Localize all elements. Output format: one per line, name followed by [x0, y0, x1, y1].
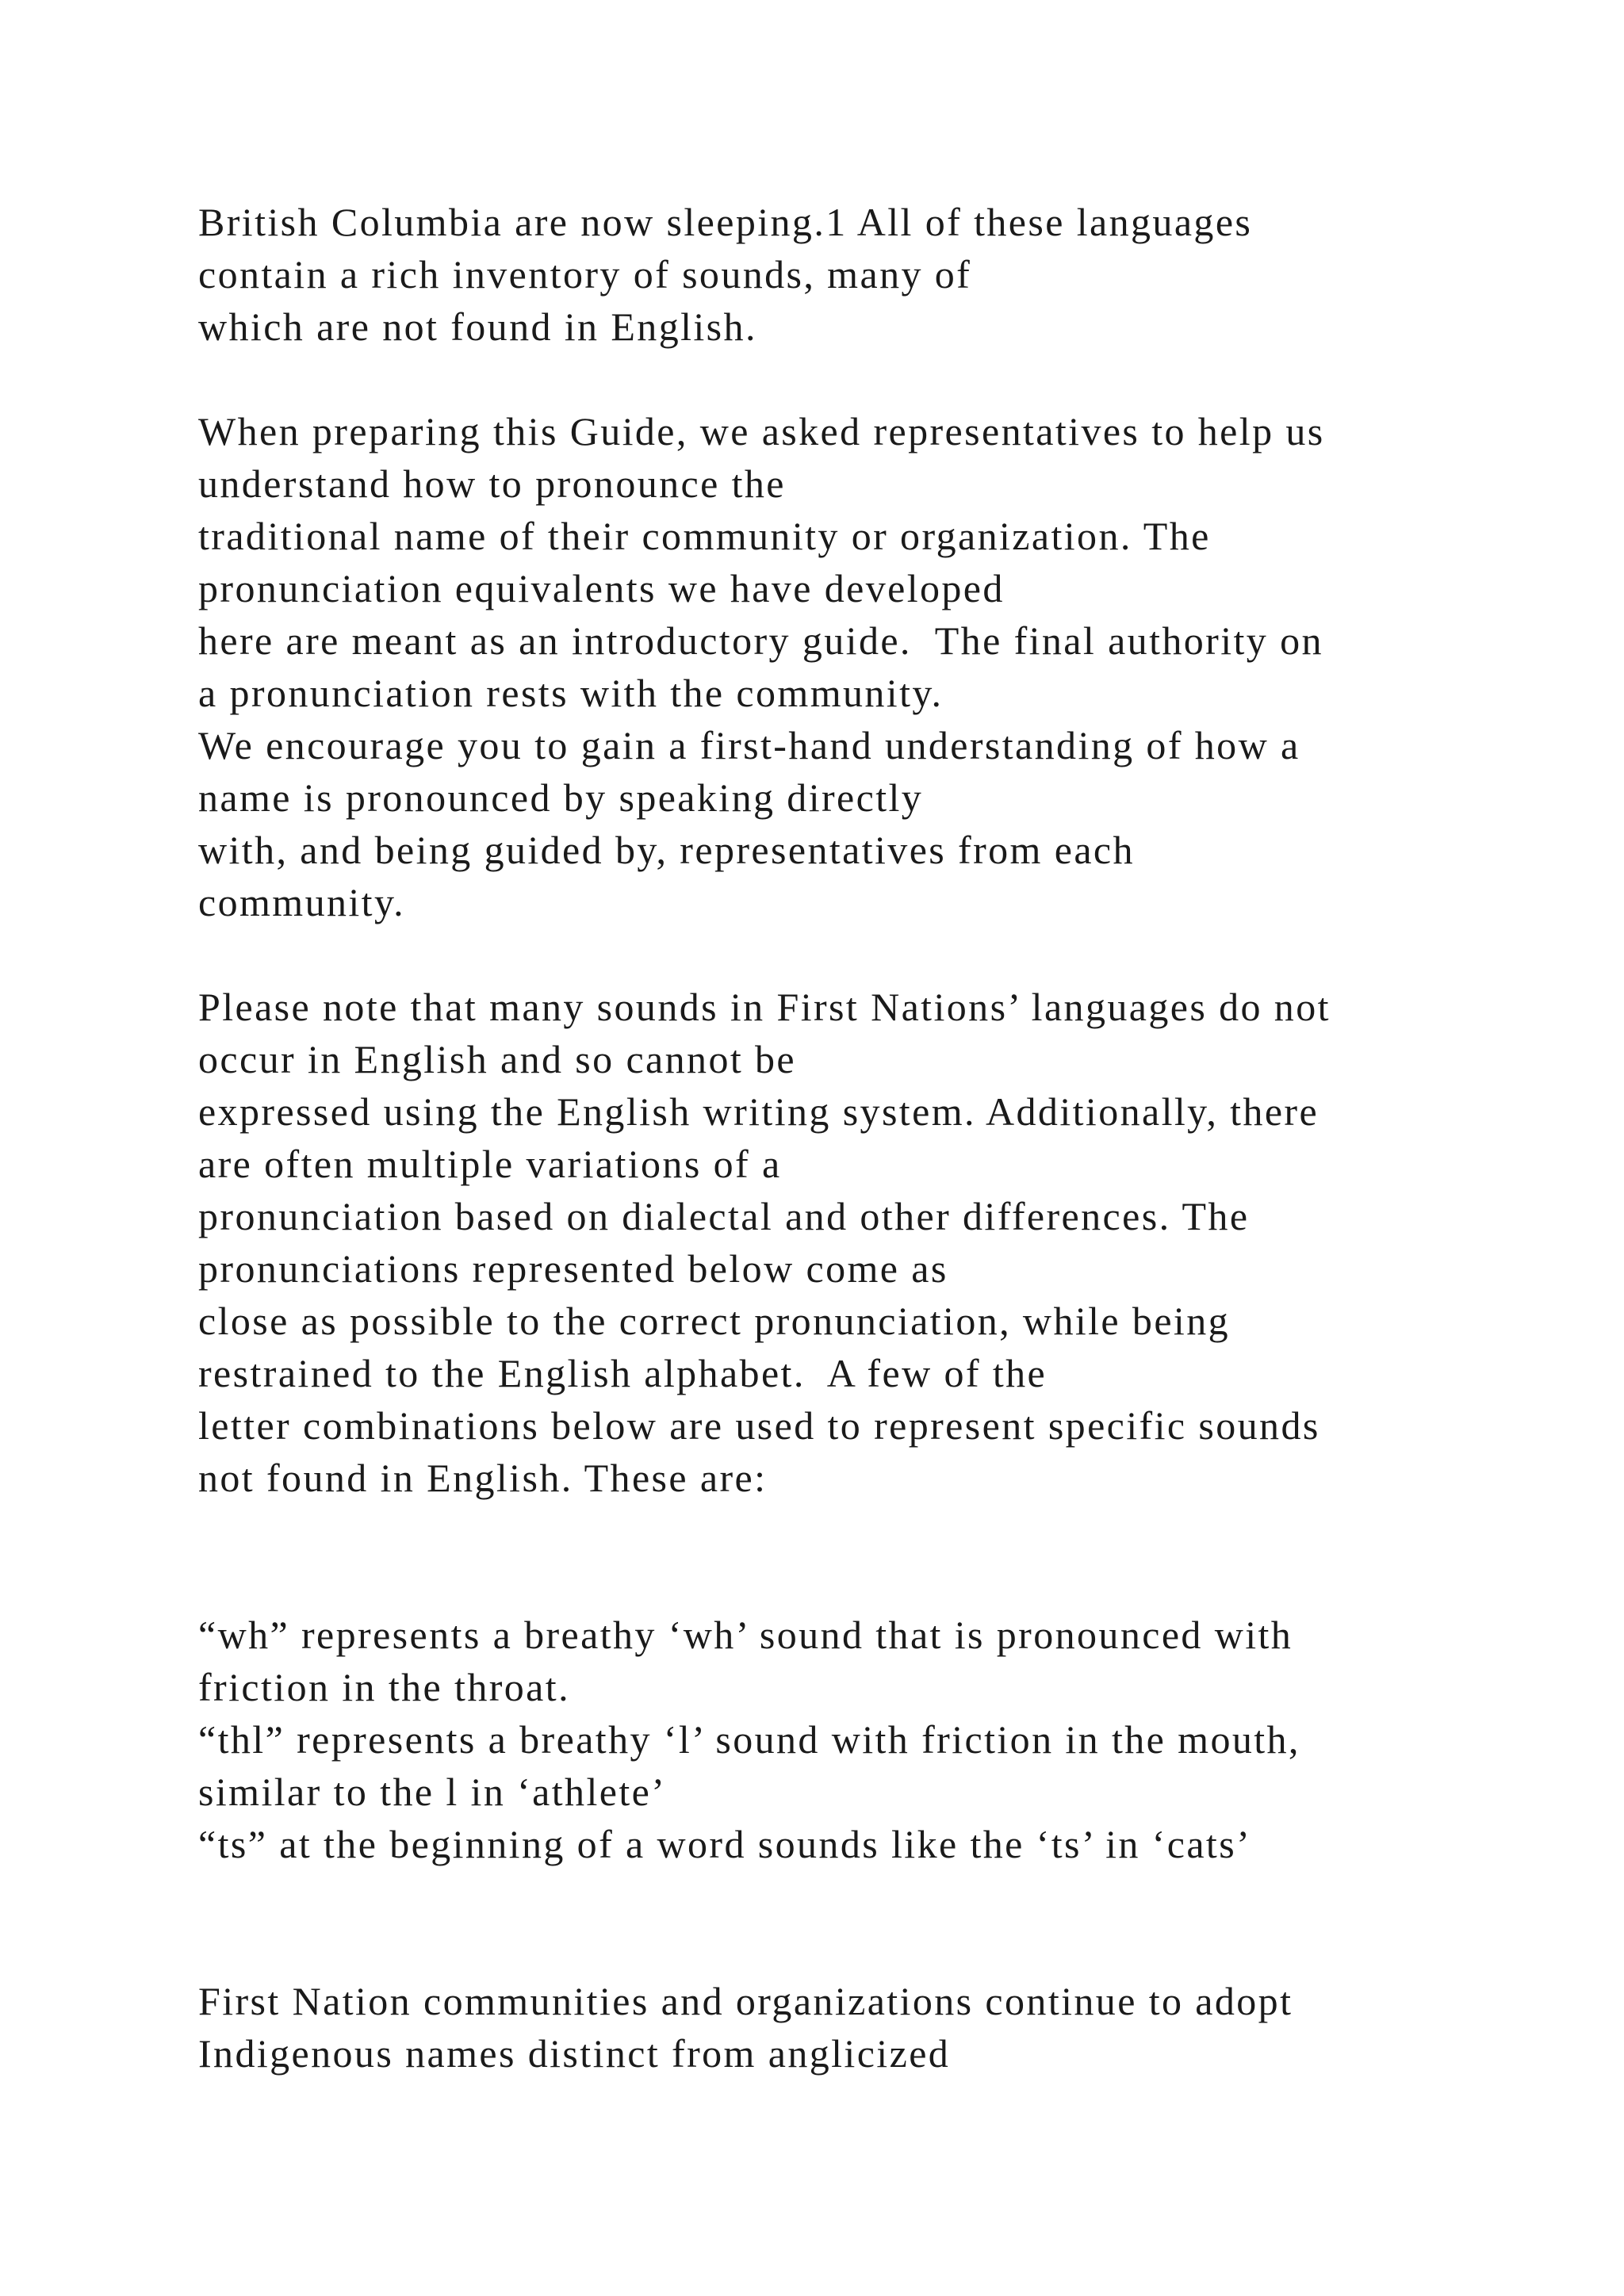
text-line: name is pronounced by speaking directly — [198, 775, 924, 820]
text-line: community. — [198, 880, 406, 924]
text-line: “wh” represents a breathy ‘wh’ sound that is pronounced with — [198, 1613, 1293, 1657]
text-line: contain a rich inventory of sounds, many of — [198, 252, 972, 297]
text-line: First Nation communities and organizations continue to adopt — [198, 1979, 1293, 2023]
text-line: similar to the l in ‘athlete’ — [198, 1770, 667, 1814]
text-line: pronunciation equivalents we have developed — [198, 566, 1005, 610]
text-line: friction in the throat. — [198, 1665, 570, 1709]
text-line: pronunciation based on dialectal and other differences. The — [198, 1194, 1250, 1238]
text-line: “ts” at the beginning of a word sounds like the ‘ts’ in ‘cats’ — [198, 1822, 1252, 1866]
text-line: understand how to pronounce the — [198, 461, 786, 506]
text-line: restrained to the English alphabet. A few of the — [198, 1351, 1048, 1395]
text-line: letter combinations below are used to represent specific sounds — [198, 1403, 1320, 1448]
text-line: expressed using the English writing system. Additionally, there — [198, 1089, 1320, 1134]
text-line: “thl” represents a breathy ‘l’ sound with friction in the mouth, — [198, 1717, 1300, 1762]
text-line: British Columbia are now sleeping.1 All of these languages — [198, 200, 1253, 244]
text-line: When preparing this Guide, we asked representatives to help us — [198, 409, 1325, 453]
text-line: We encourage you to gain a first-hand understanding of how a — [198, 723, 1300, 767]
text-line: here are meant as an introductory guide. The final authority on — [198, 618, 1323, 663]
text-line: which are not found in English. — [198, 304, 757, 349]
text-line: traditional name of their community or organization. The — [198, 514, 1211, 558]
text-line: Indigenous names distinct from anglicized — [198, 2031, 951, 2076]
text-line: not found in English. These are: — [198, 1456, 768, 1500]
text-line: are often multiple variations of a — [198, 1142, 782, 1186]
text-line: with, and being guided by, representatives from each — [198, 828, 1135, 872]
text-line: close as possible to the correct pronunciation, while being — [198, 1299, 1230, 1343]
text-line: a pronunciation rests with the community. — [198, 671, 944, 715]
text-line: occur in English and so cannot be — [198, 1037, 797, 1081]
text-line: pronunciations represented below come as — [198, 1246, 948, 1291]
text-line: Please note that many sounds in First Nations’ languages do not — [198, 985, 1331, 1029]
